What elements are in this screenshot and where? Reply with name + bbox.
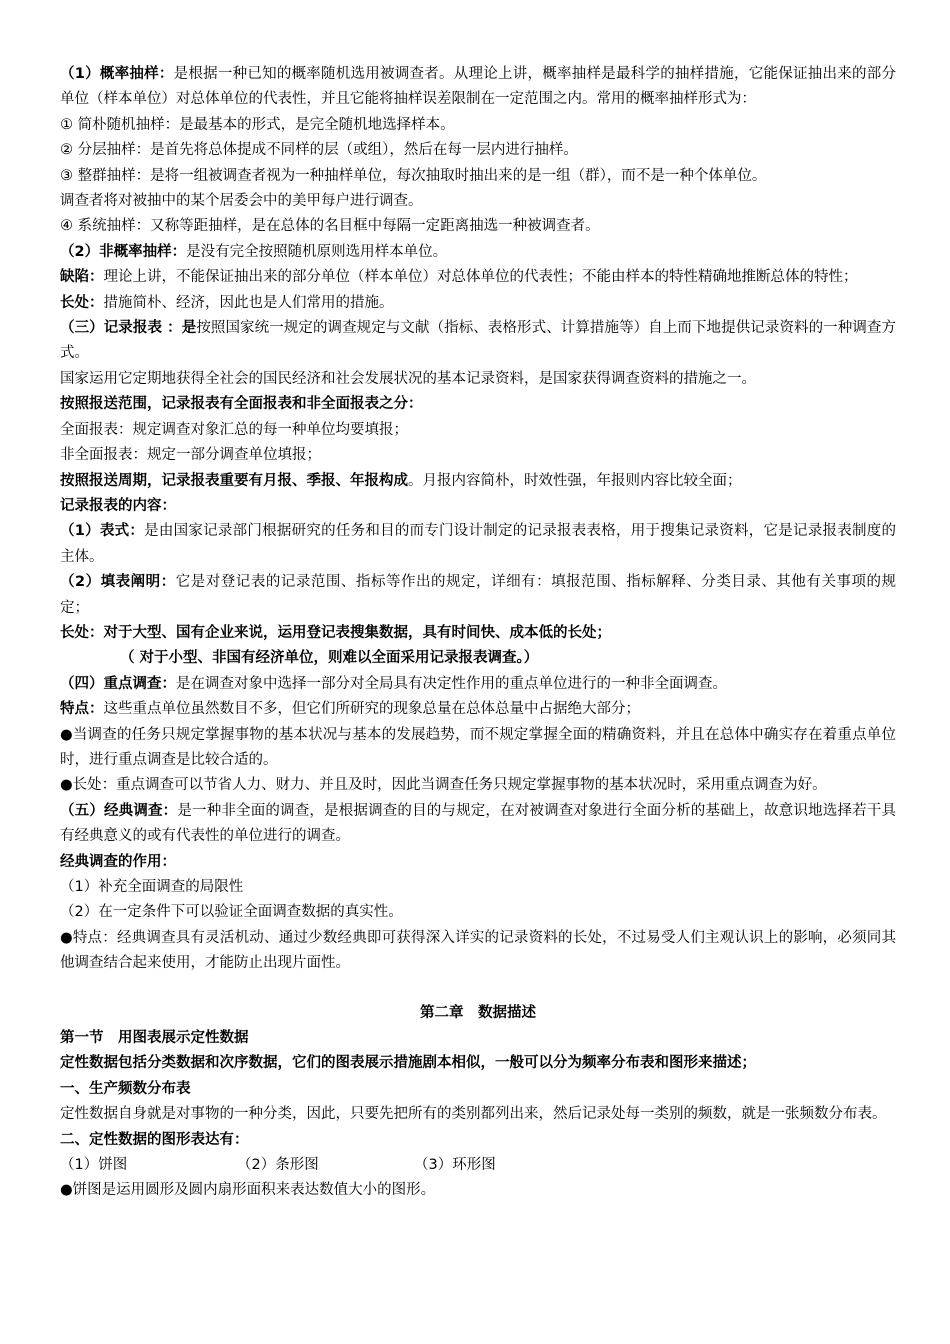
heading-report-scope: 按照报送范围，记录报表有全面报表和非全面报表之分： (60, 396, 423, 413)
paragraph-partial-report: 非全面报表：规定一部分调查单位填报； (60, 447, 321, 464)
paragraph-probability-sampling: （1）概率抽样：是根据一种已知的概率随机选用被调查者。从理论上讲，概率抽样是最科学的抽样措施，它能保证抽出来的部分单位（样本单位）对总体单位的代表性，并且它能将抽样误差限制在一定范围之内。常用的概率抽样形式为： (60, 66, 896, 108)
paragraph-key-feature: 特点：这些重点单位虽然数目不多，但它们所研究的现象总量在总体总量中占据绝大部分； (60, 701, 640, 718)
paragraph-typical-survey: （五）经典调查：是一种非全面的调查，是根据调查的目的与规定，在对被调查对象进行全面分析的基础上，故意识地选择若干具有经典意义的或有代表性的单位进行的调查。 (60, 802, 896, 845)
list-item-systematic: ④ 系统抽样：又称等距抽样，是在总体的名目框中每隔一定距离抽选一种被调查者。 (60, 218, 600, 235)
document-page (60, 62, 896, 1204)
paragraph-instructions: （2）填表阐明：它是对登记表的记录范围、指标等作出的规定，详细有：填报范围、指标解释、分类目录、其他有关事项的规定； (60, 574, 897, 616)
paragraph-report-usage: 国家运用它定期地获得全社会的国民经济和社会发展状况的基本记录资料，是国家获得调查资料的措施之一。 (60, 370, 756, 387)
list-item-cluster: ③ 整群抽样：是将一组被调查者视为一种抽样单位，每次抽取时抽出来的是一组（群），而不是一种个体单位。 (60, 167, 767, 184)
paragraph-report-note: （ 对于小型、非国有经济单位，则难以全面采用记录报表调查。） (120, 650, 539, 667)
option-pie-chart: （1）饼图 (60, 1157, 128, 1174)
paragraph-qualitative-data: 定性数据包括分类数据和次序数据，它们的图表展示措施剧本相似，一般可以分为频率分布表和图形来描述； (60, 1055, 756, 1072)
paragraph-key-survey: （四）重点调查：是在调查对象中选择一部分对全局具有决定性作用的重点单位进行的一种非全面调查。 (60, 675, 727, 692)
list-item-role-2: （2）在一定条件下可以验证全面调查数据的真实性。 (60, 904, 403, 921)
heading-frequency-table: 一、生产频数分布表 (60, 1080, 191, 1097)
paragraph-frequency-table: 定性数据自身就是对事物的一种分类，因此，只要先把所有的类别都列出来，然后记录处每一类别的频数，就是一张频数分布表。 (60, 1106, 887, 1123)
heading-typical-role: 经典调查的作用： (60, 853, 176, 870)
option-ring-chart: （3）环形图 (414, 1157, 496, 1174)
heading-report-content: 记录报表的内容： (60, 497, 176, 514)
heading-graphic-forms: 二、定性数据的图形表达有： (60, 1131, 249, 1148)
paragraph-drawback: 缺陷：理论上讲，不能保证抽出来的部分单位（样本单位）对总体单位的代表性；不能由样本的特性精确地推断总体的特性； (60, 269, 858, 286)
option-bar-chart: （2）条形图 (237, 1157, 319, 1174)
paragraph-advantage: 长处：措施简朴、经济，因此也是人们常用的措施。 (60, 294, 394, 311)
paragraph-report-period: 按照报送周期，记录报表重要有月报、季报、年报构成。月报内容简朴，时效性强，年报则内容比较全面； (60, 472, 742, 489)
paragraph-report-advantage: 长处：对于大型、国有企业来说，运用登记表搜集数据，具有时间快、成本低的长处； (60, 624, 611, 641)
list-item-role-1: （1）补充全面调查的局限性 (60, 879, 244, 895)
paragraph-full-report: 全面报表：规定调查对象汇总的每一种单位均要填报； (60, 421, 408, 438)
spacer (60, 977, 896, 1001)
chapter-title: 第二章 数据描述 (420, 1004, 536, 1021)
bullet-key-when: ●当调查的任务只规定掌握事物的基本状况与基本的发展趋势，而不规定掌握全面的精确资料，并且在总体中确实存在着重点单位时，进行重点调查是比较合适的。 (60, 726, 896, 768)
bullet-pie-chart: ●饼图是运用圆形及圆内扇形面积来表达数值大小的图形。 (60, 1182, 436, 1199)
bullet-key-advantage: ●长处：重点调查可以节省人力、财力、并且及时，因此当调查任务只规定掌握事物的基本状况时，采用重点调查为好。 (60, 777, 827, 794)
paragraph-cluster-example: 调查者将对被抽中的某个居委会中的美甲每户进行调查。 (60, 193, 423, 210)
section-title: 第一节 用图表展示定性数据 (60, 1030, 249, 1047)
paragraph-form: （1）表式：是由国家记录部门根据研究的任务和目的而专门设计制定的记录报表表格，用于搜集记录资料，它是记录报表制度的主体。 (60, 523, 897, 565)
list-item-simple-random: ① 简朴随机抽样：是最基本的形式，是完全随机地选择样本。 (60, 116, 455, 133)
bullet-typical-feature: ●特点：经典调查具有灵活机动、通过少数经典即可获得深入详实的记录资料的长处，不过易受人们主观认识上的影响，必须同其他调查结合起来使用，才能防止出现片面性。 (60, 929, 896, 972)
paragraph-nonprobability: （2）非概率抽样：是没有完全按照随机原则选用样本单位。 (60, 243, 448, 260)
chart-type-list (60, 1153, 896, 1178)
list-item-stratified: ② 分层抽样：是首先将总体提成不同样的层（或组），然后在每一层内进行抽样。 (60, 142, 578, 159)
paragraph-statistical-report: （三）记录报表 ：是按照国家统一规定的调查规定与文献（指标、表格形式、计算措施等）自上而下地提供记录资料的一种调查方式。 (60, 320, 896, 362)
